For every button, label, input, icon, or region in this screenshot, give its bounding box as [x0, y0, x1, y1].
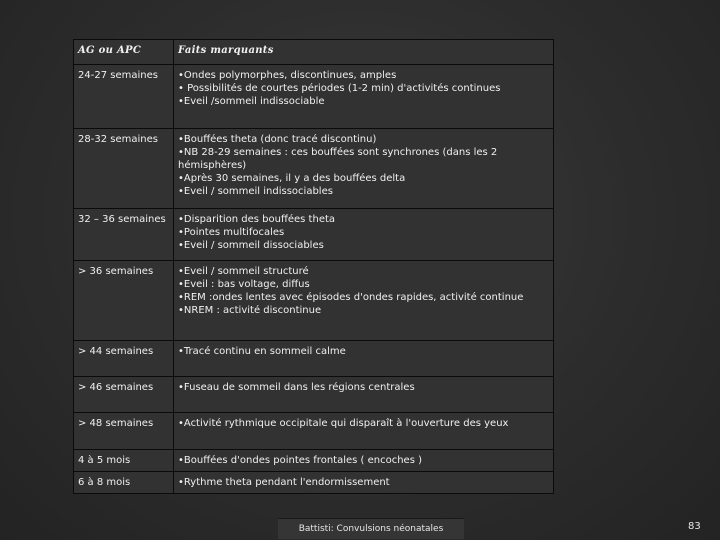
facts-cell [174, 413, 554, 450]
age-cell: > 44 semaines [74, 341, 174, 377]
fact-line: •Activité rythmique occipitale qui disparaît à l'ouverture des yeux [178, 418, 509, 429]
fact-line: •Eveil / sommeil indissociables [178, 186, 333, 197]
facts-cell [174, 450, 554, 472]
fact-line: •Bouffées d'ondes pointes frontales ( encoches ) [178, 455, 422, 466]
fact-line: • Possibilités de courtes périodes (1-2 min) d'activités continues [178, 83, 501, 94]
table-row [74, 472, 554, 494]
facts-cell [174, 261, 554, 341]
fact-line: •Pointes multifocales [178, 227, 285, 238]
page-number: 83 [688, 521, 701, 532]
facts-cell [174, 65, 554, 129]
age-cell: 6 à 8 mois [74, 472, 174, 494]
milestones-table [73, 39, 554, 494]
facts-cell [174, 341, 554, 377]
fact-line: •REM :ondes lentes avec épisodes d'ondes rapides, activité continue [178, 292, 524, 303]
fact-line: •Rythme theta pendant l'endormissement [178, 477, 390, 488]
fact-line: •Ondes polymorphes, discontinues, amples [178, 70, 397, 81]
fact-line: •Eveil / sommeil dissociables [178, 240, 324, 251]
fact-line: •Fuseau de sommeil dans les régions centrales [178, 382, 415, 393]
facts-cell [174, 377, 554, 413]
age-cell: 28-32 semaines [74, 129, 174, 209]
facts-cell [174, 209, 554, 261]
facts-cell [174, 472, 554, 494]
age-cell: 24-27 semaines [74, 65, 174, 129]
table-row [74, 65, 554, 129]
fact-line: •Tracé continu en sommeil calme [178, 346, 346, 357]
fact-line: •Après 30 semaines, il y a des bouffées delta [178, 173, 406, 184]
fact-line: •Eveil / sommeil structuré [178, 266, 309, 277]
facts-cell [174, 129, 554, 209]
header-age: AG ou APC [74, 40, 174, 65]
table-row [74, 413, 554, 450]
fact-line: •NB 28-29 semaines : ces bouffées sont synchrones (dans les 2 hémisphères) [178, 147, 498, 171]
table-row [74, 129, 554, 209]
table-row [74, 209, 554, 261]
table-row [74, 261, 554, 341]
age-cell: 32 – 36 semaines [74, 209, 174, 261]
fact-line: •Bouffées theta (donc tracé discontinu) [178, 134, 377, 145]
fact-line: •Eveil /sommeil indissociable [178, 96, 325, 107]
fact-line: •Eveil : bas voltage, diffus [178, 279, 310, 290]
header-facts: Faits marquants [174, 40, 554, 65]
age-cell: 4 à 5 mois [74, 450, 174, 472]
table-row [74, 377, 554, 413]
fact-line: •NREM : activité discontinue [178, 305, 322, 316]
age-cell: > 48 semaines [74, 413, 174, 450]
table-row [74, 341, 554, 377]
table-header-row [74, 40, 554, 65]
age-cell: > 36 semaines [74, 261, 174, 341]
table-row [74, 450, 554, 472]
age-cell: > 46 semaines [74, 377, 174, 413]
fact-line: •Disparition des bouffées theta [178, 214, 336, 225]
footer-caption: Battisti: Convulsions néonatales [278, 518, 464, 539]
